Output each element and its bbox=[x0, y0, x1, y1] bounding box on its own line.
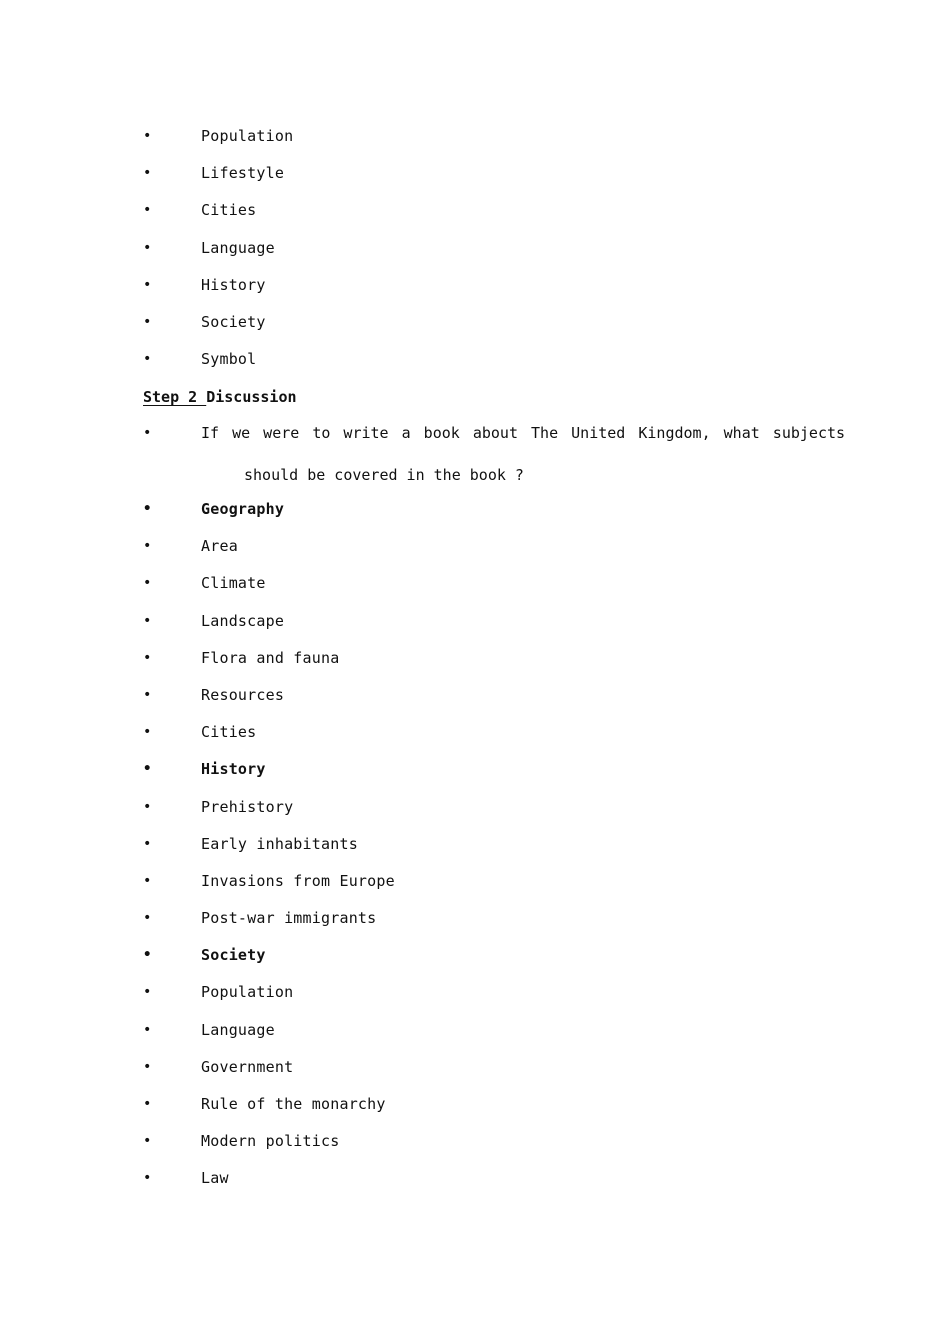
bullet-icon: • bbox=[143, 1133, 152, 1150]
list-item-label: Resources bbox=[201, 685, 285, 704]
list-item-label: Post-war immigrants bbox=[201, 909, 377, 928]
list-item-label: Cities bbox=[201, 201, 257, 220]
bullet-icon: • bbox=[143, 724, 152, 741]
list-item-label: Lifestyle bbox=[201, 164, 285, 183]
list-item-label: Flora and fauna bbox=[201, 648, 340, 667]
bullet-icon: • bbox=[143, 313, 152, 330]
list-item-label: Climate bbox=[201, 574, 266, 593]
list-item-label: Government bbox=[201, 1057, 294, 1076]
bullet-icon: • bbox=[143, 239, 152, 256]
list-item-label: History bbox=[201, 760, 266, 779]
list-item-label: Language bbox=[201, 1020, 275, 1039]
question-line-2: should be covered in the book ? bbox=[244, 466, 524, 484]
step-label: Step 2 bbox=[143, 388, 207, 406]
list-item-label: Population bbox=[201, 127, 294, 145]
bullet-icon: • bbox=[143, 872, 152, 889]
list-item-label: Modern politics bbox=[201, 1132, 340, 1151]
list-item-label: Law bbox=[201, 1169, 229, 1188]
list-item-label: Symbol bbox=[201, 350, 257, 369]
list-item-label: Area bbox=[201, 537, 238, 556]
bullet-icon: • bbox=[143, 984, 152, 1001]
bullet-icon: • bbox=[143, 501, 152, 517]
list-item-label: History bbox=[201, 275, 266, 294]
bullet-icon: • bbox=[143, 425, 152, 441]
bullet-icon: • bbox=[143, 538, 152, 555]
list-item-label: Cities bbox=[201, 723, 257, 742]
bullet-icon: • bbox=[143, 1058, 152, 1075]
step-title: Discussion bbox=[206, 388, 297, 406]
list-item-label: Language bbox=[201, 238, 275, 257]
bullet-icon: • bbox=[143, 761, 152, 778]
bullet-icon: • bbox=[143, 575, 152, 592]
bullet-icon: • bbox=[143, 947, 152, 964]
bullet-icon: • bbox=[143, 798, 152, 815]
bullet-icon: • bbox=[143, 276, 152, 293]
bullet-icon: • bbox=[143, 835, 152, 852]
question-line-1: If we were to write a book about The United Kingdom, what subjects bbox=[201, 424, 846, 442]
list-item-label: Society bbox=[201, 946, 266, 965]
section-heading bbox=[143, 385, 297, 409]
bullet-icon: • bbox=[143, 351, 152, 368]
list-item-label: Invasions from Europe bbox=[201, 871, 395, 890]
bullet-icon: • bbox=[143, 1170, 152, 1187]
list-item-label: Rule of the monarchy bbox=[201, 1095, 386, 1113]
list-item-label: Geography bbox=[201, 500, 285, 518]
bullet-icon: • bbox=[143, 612, 152, 629]
bullet-icon: • bbox=[143, 649, 152, 666]
bullet-icon: • bbox=[143, 1021, 152, 1038]
bullet-icon: • bbox=[143, 686, 152, 703]
list-item-label: Landscape bbox=[201, 611, 285, 630]
list-item-label: Prehistory bbox=[201, 797, 294, 816]
bullet-icon: • bbox=[143, 910, 152, 927]
list-item-label: Society bbox=[201, 312, 266, 331]
bullet-icon: • bbox=[143, 165, 152, 182]
bullet-icon: • bbox=[143, 128, 152, 144]
list-item-label: Population bbox=[201, 983, 294, 1002]
bullet-icon: • bbox=[143, 1096, 152, 1112]
list-item-label: Early inhabitants bbox=[201, 834, 358, 853]
bullet-icon: • bbox=[143, 202, 152, 219]
